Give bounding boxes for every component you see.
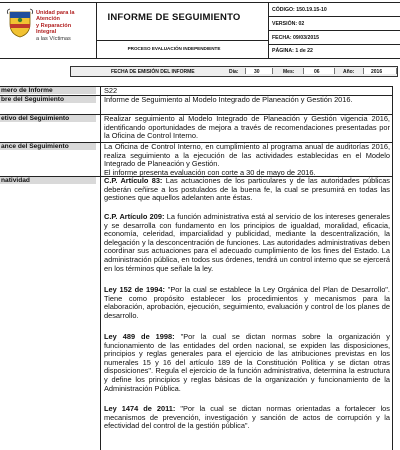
norma-paragraph-1 bbox=[104, 177, 390, 203]
date-label: FECHA: 09/03/2015 bbox=[272, 35, 319, 41]
norma-text: "Por la cual se dictan normas sobre la organización y funcionamiento de las entidades del orden nacional, se expiden las disposiciones, principios y reglas generales para el ejercicio de las atribuciones previstas en los numerales 15 y 16 del artículo 189 de la Constitución Política y se dictan otras disposiciones". Regula el ejercicio de la función administrativa, determina la estructura y define los principios y reglas básicas de la organización y funcionamiento de la Administración Pública. bbox=[104, 332, 390, 393]
norma-heading: C.P. Artículo 83: bbox=[104, 176, 163, 185]
objetivo-seguimiento-label: etivo del Seguimiento bbox=[0, 115, 96, 122]
norma-heading: Ley 1474 de 2011: bbox=[104, 404, 176, 413]
version-label: VERSIÓN: 02 bbox=[272, 21, 305, 27]
alcance-seguimiento-label: ance del Seguimiento bbox=[0, 143, 96, 150]
alcance-corte-text: El informe presenta evaluación con corte a 30 de mayo de 2016. bbox=[104, 167, 316, 177]
nombre-seguimiento-label: bre del Seguimiento bbox=[0, 96, 96, 103]
month-value: 06 bbox=[314, 68, 320, 75]
coat-of-arms-logo bbox=[6, 8, 34, 38]
code-label: CÓDIGO: 150.19.15-10 bbox=[272, 7, 327, 13]
norma-paragraph-5 bbox=[104, 405, 390, 431]
alcance-text: La Oficina de Control Interno, en cumplimiento al programa anual de auditorías 2016, realiza seguimiento a la ejecución de las actividades establecidas en el Modelo Integrado de Planeación y Gestión. bbox=[104, 142, 390, 169]
month-label: Mes: bbox=[283, 68, 295, 75]
logo-text: Unidad para la Atención y Reparación Integral a las Víctimas bbox=[36, 10, 75, 42]
norma-text: "Por la cual se establece la Ley Orgánica del Plan de Desarrollo". Tiene como propósito establecer los procedimientos y mecanismos para la elaboración, aprobación, ejecución, seguimiento, evaluación y control de los planes de desarrollo. bbox=[104, 285, 390, 320]
norma-heading: Ley 489 de 1998: bbox=[104, 332, 175, 341]
norma-paragraph-3 bbox=[104, 286, 390, 320]
nombre-seguimiento-value: Informe de Seguimiento al Modelo Integrado de Planeación y Gestión 2016. bbox=[104, 95, 353, 104]
day-value: 30 bbox=[254, 68, 260, 75]
day-label: Día: bbox=[229, 68, 239, 75]
normatividad-label: natividad bbox=[0, 177, 96, 184]
numero-informe-label: mero de Informe bbox=[0, 87, 96, 94]
norma-text: "Por la cual se dictan normas orientadas a fortalecer los mecanismos de prevención, investigación y sanción de actos de corrupción y la efectividad del control de la gestión pública". bbox=[104, 404, 390, 431]
process-subtitle: PROCESO EVALUACIÓN INDEPENDIENTE bbox=[127, 46, 221, 51]
document-title: INFORME DE SEGUIMIENTO bbox=[107, 12, 241, 23]
objetivo-seguimiento-value: Realizar seguimiento al Modelo Integrado de Planeación y Gestión vigencia 2016, identificando oportunidades de mejora a través de recomendaciones presentadas por la Oficina de Control Interno. bbox=[104, 114, 390, 141]
norma-heading: C.P. Artículo 209: bbox=[104, 212, 165, 221]
norma-paragraph-2 bbox=[104, 213, 390, 273]
norma-paragraph-4 bbox=[104, 333, 390, 393]
emission-date-row bbox=[70, 66, 398, 77]
norma-text: La función administrativa está al servicio de los intereses generales y se desarrolla con fundamento en los principios de igualdad, moralidad, eficacia, economía, celeridad, imparcialidad y publicidad, mediante la descentralización, la delegación y la desconcentración de funciones. Las autoridades administrativas deben coordinar sus actuaciones para el adecuado cumplimiento de los fines del Estado. La administración pública, en todos sus órdenes, tendrá un control interno que se ejercerá en los términos que señale la ley. bbox=[104, 212, 390, 273]
norma-text: Las actuaciones de los particulares y de las autoridades públicas deberán ceñirse a los postulados de la buena fe, la cual se presumirá en todas las gestiones que aquellos adelanten ante éstas. bbox=[104, 176, 390, 203]
emission-label: FECHA DE EMISIÓN DEL INFORME bbox=[111, 68, 195, 75]
page-label: PÁGINA: 1 de 22 bbox=[272, 48, 313, 54]
year-value: 2016 bbox=[371, 68, 383, 75]
norma-heading: Ley 152 de 1994: bbox=[104, 285, 165, 294]
year-label: Año: bbox=[343, 68, 355, 75]
numero-informe-value: S22 bbox=[104, 86, 118, 95]
alcance-seguimiento-value bbox=[104, 143, 390, 177]
